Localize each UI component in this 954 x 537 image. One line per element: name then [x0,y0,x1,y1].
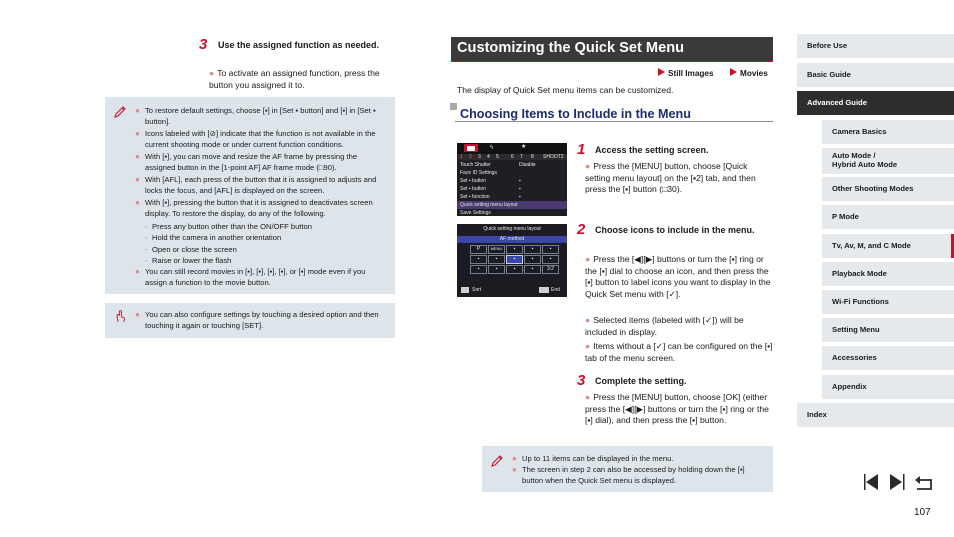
back-icon[interactable] [912,472,934,492]
grid-cell: ▪ [506,265,523,274]
touch-icon [113,309,127,323]
camera-tab-numbers: 1 2 3 4 5 6 7 8 SHOOT2 [457,154,567,160]
subsection-rule [455,121,773,122]
camera-menu-value: ▪ [519,186,521,192]
nav-accessories[interactable]: Accessories [822,346,954,370]
grid-cell: 3:2 [542,265,559,274]
step-bullet: ● Press the [MENU] button, choose [OK] (either press the [◀][▶] buttons or turn the [▪] ring or the [▪] dial), and then press the [▪] button. [585,392,769,426]
sort-label: Sort [472,287,482,293]
previous-page-icon[interactable] [862,472,880,492]
grid-cell: ▪ [524,265,541,274]
step-number: 2 [577,221,586,238]
camera-menu-value: Disable [519,162,536,168]
note-item: ● With [▪], pressing the button that it is assigned to deactivates screen display. To restore the display, do any of the following. [135,198,373,219]
note-item: ● You can still record movies in [▪], [▪], [▪], [▪], or [▪] mode even if you assign a function to the movie button. [135,267,366,288]
nav-wifi-functions[interactable]: Wi-Fi Functions [822,290,954,314]
nav-index[interactable]: Index [797,403,954,427]
step-bullet: ● To activate an assigned function, press the button you assigned it to. [209,68,380,90]
pencil-icon [490,454,504,468]
quick-set-notes [482,446,773,492]
end-label: End [551,287,560,293]
nav-other-shooting-modes[interactable]: Other Shooting Modes [822,177,954,201]
section-title-rule [451,61,773,62]
camera-screen-layout [457,224,567,297]
step-number: 3 [577,372,586,389]
flash-icon: ϟ [490,145,494,151]
grid-cell: ▪ [470,265,487,274]
step-bullet: ● Press the [◀][▶] buttons or turn the [▪] ring or the [▪] dial to choose an icon, and then press the [▪] button to label icons you want to display in the Quick Set menu with [✓]. [585,254,771,300]
section-title: Customizing the Quick Set Menu [451,37,773,61]
subsection-marker [450,103,457,110]
grid-cell: ▪ [470,255,487,264]
camera-menu-value: ▪ [519,178,521,184]
note-item: ● You can also configure settings by touching a desired option and then touching it again or touching [SET]. [135,310,379,331]
grid-cell: MENU [488,245,505,254]
nav-auto-mode[interactable]: Auto Mode / Hybrid Auto Mode [822,148,954,174]
nav-advanced-guide[interactable]: Advanced Guide [797,91,954,115]
nav-basic-guide[interactable]: Basic Guide [797,63,954,87]
camera-menu-row: Touch Shutter [460,162,491,168]
note-item: ● With [▪], you can move and resize the AF frame by pressing the assigned button in the [1-point AF] AF frame mode (□90). [135,152,358,173]
grid-cell: ▪ [488,255,505,264]
step-number: 3 [199,36,208,53]
page-number: 107 [914,507,931,518]
subsection-title: Choosing Items to Include in the Menu [460,107,691,121]
camera-menu-row: Set ▪ button [460,178,486,184]
grid-cell: ▪ [542,245,559,254]
camera-icon [467,146,475,151]
step-title: Use the assigned function as needed. [218,40,380,50]
step-bullet: ● Items without a [✓] can be configured on the [▪] tab of the menu screen. [585,341,773,363]
intro-text: The display of Quick Set menu items can be customized. [457,85,674,95]
camera-menu-row: Face ID Settings [460,170,497,176]
mode-still-images: Still Images [658,68,714,79]
grid-cell: ▪ [488,265,505,274]
camera-menu-row: Save Settings [460,210,491,216]
nav-before-use[interactable]: Before Use [797,34,954,58]
grid-cell-selected: ▪ [506,255,523,264]
note-item: ● To restore default settings, choose [▪] in [Set ▪ button] and [▪] in [Set ▪ button]. [135,106,376,127]
layout-title: Quick setting menu layout [483,226,541,232]
grid-cell: ▪ [542,255,559,264]
grid-cell: ▪ [506,245,523,254]
layout-selected-label: AF method [457,236,567,243]
info-button-icon [461,287,469,293]
grid-cell: ▪ [524,245,541,254]
triangle-icon [658,68,665,76]
note-subitem: - Press any button other than the ON/OFF button [145,222,312,231]
step-number: 1 [577,141,586,158]
step-title: Access the setting screen. [595,145,709,155]
note-subitem: - Hold the camera in another orientation [145,233,282,242]
nav-setting-menu[interactable]: Setting Menu [822,318,954,342]
camera-screen-menu [457,143,567,216]
camera-menu-row: Set ▪ button [460,186,486,192]
note-subitem: - Raise or lower the flash [145,256,232,265]
star-icon: ★ [521,144,527,150]
grid-cell: P [470,245,487,254]
step-title: Choose icons to include in the menu. [595,225,755,235]
step-title: Complete the setting. [595,376,687,386]
nav-appendix[interactable]: Appendix [822,375,954,399]
note-item: ● With [AFL], each press of the button that it is assigned to adjusts and locks the focus, and [AFL] is displayed on the screen. [135,175,377,196]
nav-p-mode[interactable]: P Mode [822,205,954,229]
note-item: ● Icons labeled with [⊘] indicate that the function is not available in the current shooting mode or under current function conditions. [135,129,376,150]
pencil-icon [113,105,127,119]
triangle-icon [730,68,737,76]
note-item: ● The screen in step 2 can also be accessed by holding down the [▪] button when the Quick Set menu is displayed. [512,465,745,486]
note-subitem: - Open or close the screen [145,245,237,254]
step-bullet: ● Selected items (labeled with [✓]) will be included in display. [585,315,744,337]
mode-movies: Movies [730,68,768,79]
camera-menu-row: Set ▪ function [460,194,490,200]
camera-menu-value: ▪ [519,194,521,200]
grid-cell: ▪ [524,255,541,264]
note-item: ● Up to 11 items can be displayed in the menu. [512,454,674,463]
nav-tv-av-m-c-mode[interactable]: Tv, Av, M, and C Mode [822,234,954,258]
nav-playback-mode[interactable]: Playback Mode [822,262,954,286]
menu-button-icon [539,287,549,293]
camera-menu-row-selected: Quick setting menu layout [460,202,518,208]
touch-note-box [105,303,395,338]
step-bullet: ● Press the [MENU] button, choose [Quick setting menu layout] on the [▪2] tab, and then press the [▪] button (□30). [585,161,756,195]
layout-grid [470,245,562,275]
nav-camera-basics[interactable]: Camera Basics [822,120,954,144]
next-page-icon[interactable] [888,472,906,492]
notes-box [105,97,395,294]
